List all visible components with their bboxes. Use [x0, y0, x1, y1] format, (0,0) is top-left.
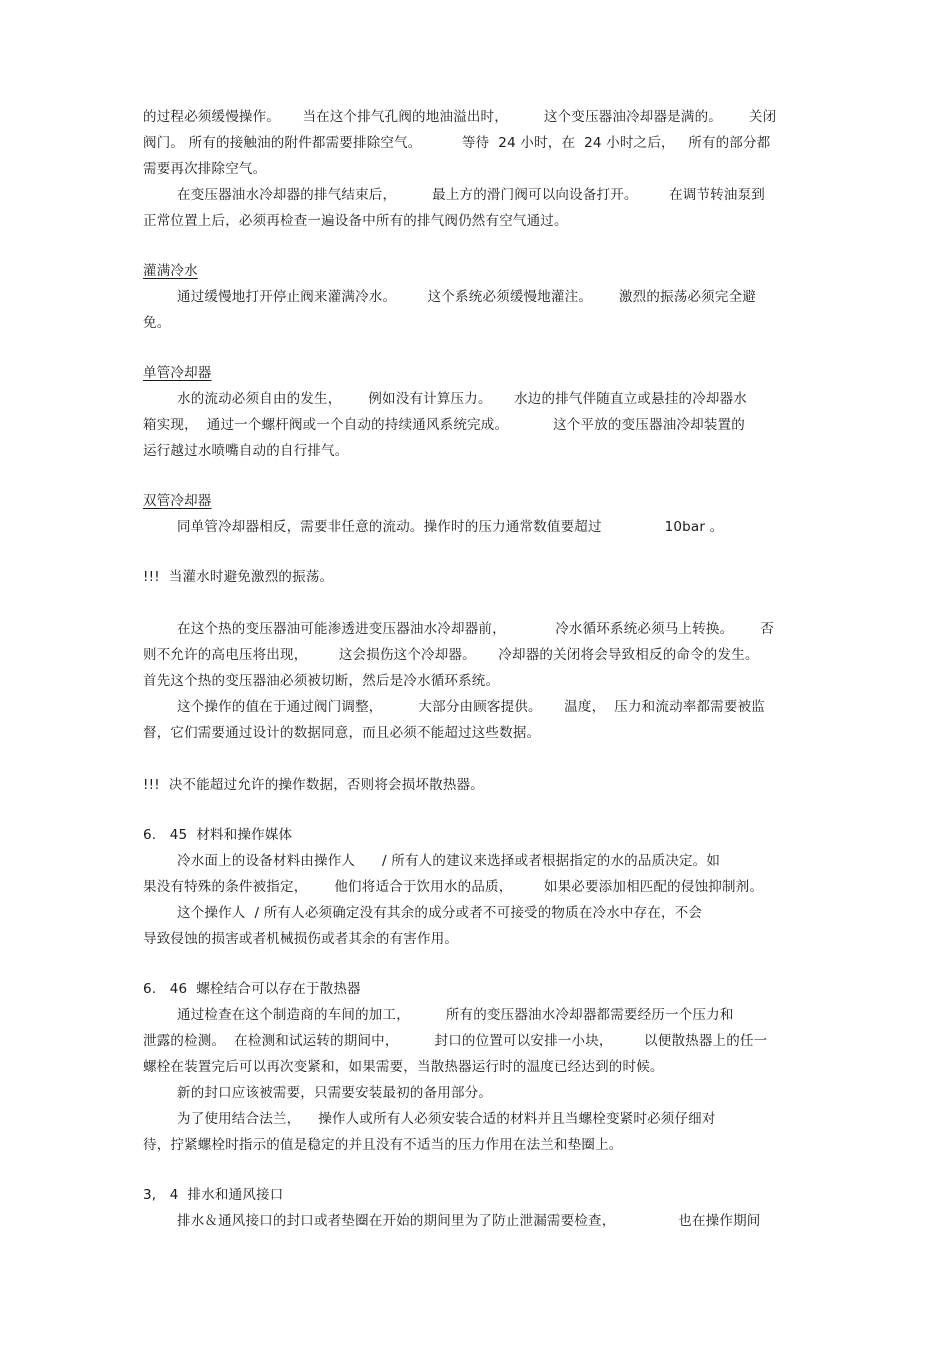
text-line: 通过缓慢地打开停止阀来灌满冷水。 这个系统必须缓慢地灌注。 激烈的振荡必须完全避 [177, 289, 756, 305]
text-line: 导致侵蚀的损害或者机械损伤或者其余的有害作用。 [143, 931, 459, 947]
text-line: 的过程必须缓慢操作。 当在这个排气孔阀的地油溢出时， 这个变压器油冷却器是满的。 关闭 [143, 109, 777, 125]
text-line: 排水＆通风接口的封口或者垫圈在开始的期间里为了防止泄漏需要检查， 也在操作期间 [177, 1213, 761, 1229]
text-line: !!! 决不能超过允许的操作数据，否则将会损坏散热器。 [143, 777, 484, 793]
text-line: 螺栓在装置完后可以再次变紧和，如果需要，当散热器运行时的温度已经达到的时候。 [143, 1059, 664, 1075]
text-line: 则不允许的高电压将出现， 这会损伤这个冷却器。 冷却器的关闭将会导致相反的命令的发生。 [143, 647, 759, 663]
text-line: 正常位置上后，必须再检查一遍设备中所有的排气阀仍然有空气通过。 [143, 213, 568, 229]
text-line: 这个操作人 / 所有人必须确定没有其余的成分或者不可接受的物质在冷水中存在，不会 [177, 905, 703, 921]
text-line: 这个操作的值在于通过阀门调整， 大部分由顾客提供。 温度， 压力和流动率都需要被监 [177, 699, 765, 715]
text-line: !!! 当灌水时避免激烈的振荡。 [143, 569, 334, 585]
text-line: 箱实现， 通过一个螺杆阀或一个自动的持续通风系统完成。 这个平放的变压器油冷却装置的 [143, 417, 745, 433]
text-line: 同单管冷却器相反，需要非任意的流动。操作时的压力通常数值要超过 10bar 。 [177, 519, 724, 535]
text-line: 泄露的检测。 在检测和试运转的期间中， 封口的位置可以安排一小块， 以便散热器上的任一 [143, 1033, 768, 1049]
text-line: 为了使用结合法兰， 操作人或所有人必须安装合适的材料并且当螺栓变紧时必须仔细对 [177, 1111, 716, 1127]
section-heading: 双管冷却器 [143, 493, 212, 509]
text-line: 6. 45 材料和操作媒体 [143, 827, 293, 843]
section-heading: 灌满冷水 [143, 263, 198, 279]
text-line: 运行越过水喷嘴自动的自行排气。 [143, 443, 349, 459]
text-line: 3, 4 排水和通风接口 [143, 1187, 284, 1203]
text-line: 免。 [143, 315, 171, 331]
text-line: 水的流动必须自由的发生， 例如没有计算压力。 水边的排气伴随直立或悬挂的冷却器水 [177, 391, 748, 407]
text-line: 阀门。 所有的接触油的附件都需要排除空气。 等待 24 小时，在 24 小时之后， 所有的部分都 [143, 135, 771, 151]
text-line: 待，拧紧螺栓时指示的值是稳定的并且没有不适当的压力作用在法兰和垫圈上。 [143, 1137, 623, 1153]
text-line: 在变压器油水冷却器的排气结束后， 最上方的滑门阀可以向设备打开。 在调节转油泵到 [177, 187, 765, 203]
text-line: 冷水面上的设备材料由操作人 / 所有人的建议来选择或者根据指定的水的品质决定。如 [177, 853, 721, 869]
text-line: 6. 46 螺栓结合可以存在于散热器 [143, 981, 361, 997]
text-line: 督，它们需要通过设计的数据同意，而且必须不能超过这些数据。 [143, 725, 541, 741]
section-heading: 单管冷却器 [143, 365, 212, 381]
text-line: 通过检查在这个制造商的车间的加工， 所有的变压器油水冷却器都需要经历一个压力和 [177, 1007, 734, 1023]
text-line: 果没有特殊的条件被指定， 他们将适合于饮用水的品质， 如果必要添加相匹配的侵蚀抑制剂。 [143, 879, 764, 895]
text-line: 新的封口应该被需要，只需要安装最初的备用部分。 [177, 1085, 493, 1101]
text-line: 在这个热的变压器油可能渗透进变压器油水冷却器前， 冷水循环系统必须马上转换。 否 [177, 621, 774, 637]
text-line: 需要再次排除空气。 [143, 161, 267, 177]
text-line: 首先这个热的变压器油必须被切断，然后是冷水循环系统。 [143, 673, 500, 689]
